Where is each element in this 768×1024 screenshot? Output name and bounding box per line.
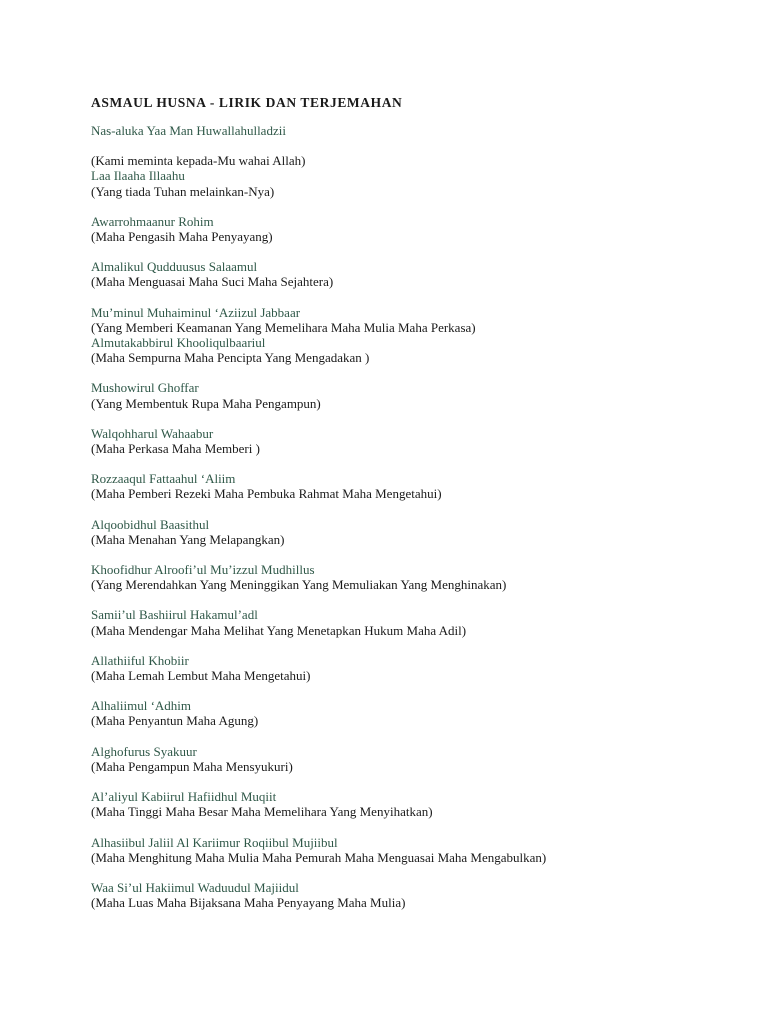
stanza-gap: [91, 638, 731, 653]
document-page: [91, 93, 731, 910]
translation-line: (Maha Penyantun Maha Agung): [91, 713, 259, 729]
lyric-line: Alghofurus Syakuur: [91, 743, 197, 759]
lyric-line: Laa Ilaaha Illaahu: [91, 168, 185, 184]
translation-line: (Maha Menghitung Maha Mulia Maha Pemurah Maha Menguasai Maha Mengabulkan): [91, 849, 547, 865]
stanza-gap: [91, 820, 731, 835]
translation-line: (Maha Pengampun Maha Mensyukuri): [91, 758, 293, 774]
translation-line: (Yang Merendahkan Yang Meninggikan Yang Memuliakan Yang Menghinakan): [91, 577, 507, 593]
stanza-gap: [91, 547, 731, 562]
lyrics-body: [91, 123, 731, 910]
lyric-line: Almalikul Qudduusus Salaamul: [91, 259, 258, 275]
stanza-gap: [91, 865, 731, 880]
stanza-gap: [91, 592, 731, 607]
translation-line: (Maha Menahan Yang Melapangkan): [91, 531, 285, 547]
translation-line: (Maha Menguasai Maha Suci Maha Sejahtera): [91, 274, 334, 290]
translation-line: (Maha Luas Maha Bijaksana Maha Penyayang Maha Mulia): [91, 895, 406, 911]
stanza-gap: [91, 290, 731, 305]
lyric-line: Rozzaaqul Fattaahul ‘Aliim: [91, 471, 236, 487]
translation-line: (Maha Lemah Lembut Maha Mengetahui): [91, 668, 311, 684]
translation-line: (Maha Pemberi Rezeki Maha Pembuka Rahmat Maha Mengetahui): [91, 486, 442, 502]
stanza-gap: [91, 502, 731, 517]
stanza-gap: [91, 365, 731, 380]
translation-line: (Maha Tinggi Maha Besar Maha Memelihara Yang Menyihatkan): [91, 804, 433, 820]
stanza-gap: [91, 729, 731, 744]
stanza-gap: [91, 244, 731, 259]
lyric-line: Alhasiibul Jaliil Al Kariimur Roqiibul Mujiibul: [91, 834, 338, 850]
lyric-line: Allathiiful Khobiir: [91, 652, 189, 668]
lyric-line: Waa Si’ul Hakiimul Waduudul Majiidul: [91, 879, 299, 895]
stanza-gap: [91, 774, 731, 789]
lyric-line: Awarrohmaanur Rohim: [91, 213, 214, 229]
lyric-line: Walqohharul Wahaabur: [91, 425, 214, 441]
translation-line: (Kami meminta kepada-Mu wahai Allah): [91, 153, 306, 169]
document-title: ASMAUL HUSNA - LIRIK DAN TERJEMAHAN: [91, 95, 403, 110]
translation-line: (Yang Memberi Keamanan Yang Memelihara Maha Mulia Maha Perkasa): [91, 319, 476, 335]
translation-line: (Yang Membentuk Rupa Maha Pengampun): [91, 395, 321, 411]
lyric-line: Nas-aluka Yaa Man Huwallahulladzii: [91, 123, 286, 138]
lyric-line: Almutakabbirul Khooliqulbaariul: [91, 335, 266, 351]
translation-line: (Maha Sempurna Maha Pencipta Yang Mengadakan ): [91, 350, 370, 366]
translation-line: (Yang tiada Tuhan melainkan-Nya): [91, 183, 275, 199]
lyric-line: Mu’minul Muhaiminul ‘Aziizul Jabbaar: [91, 304, 301, 320]
stanza-gap: [91, 411, 731, 426]
stanza-gap: [91, 138, 731, 153]
translation-line: (Maha Perkasa Maha Memberi ): [91, 441, 260, 457]
stanza-gap: [91, 683, 731, 698]
lyric-line: Al’aliyul Kabiirul Hafiidhul Muqiit: [91, 789, 277, 805]
lyric-line: Alhaliimul ‘Adhim: [91, 698, 192, 714]
lyric-line: Samii’ul Bashiirul Hakamul’adl: [91, 607, 258, 623]
stanza-gap: [91, 456, 731, 471]
lyric-line: Mushowirul Ghoffar: [91, 380, 199, 396]
lyric-line: Alqoobidhul Baasithul: [91, 516, 210, 532]
stanza-gap: [91, 199, 731, 214]
lyric-line: Khoofidhur Alroofi’ul Mu’izzul Mudhillus: [91, 562, 315, 578]
translation-line: (Maha Mendengar Maha Melihat Yang Menetapkan Hukum Maha Adil): [91, 622, 467, 638]
translation-line: (Maha Pengasih Maha Penyayang): [91, 229, 273, 245]
